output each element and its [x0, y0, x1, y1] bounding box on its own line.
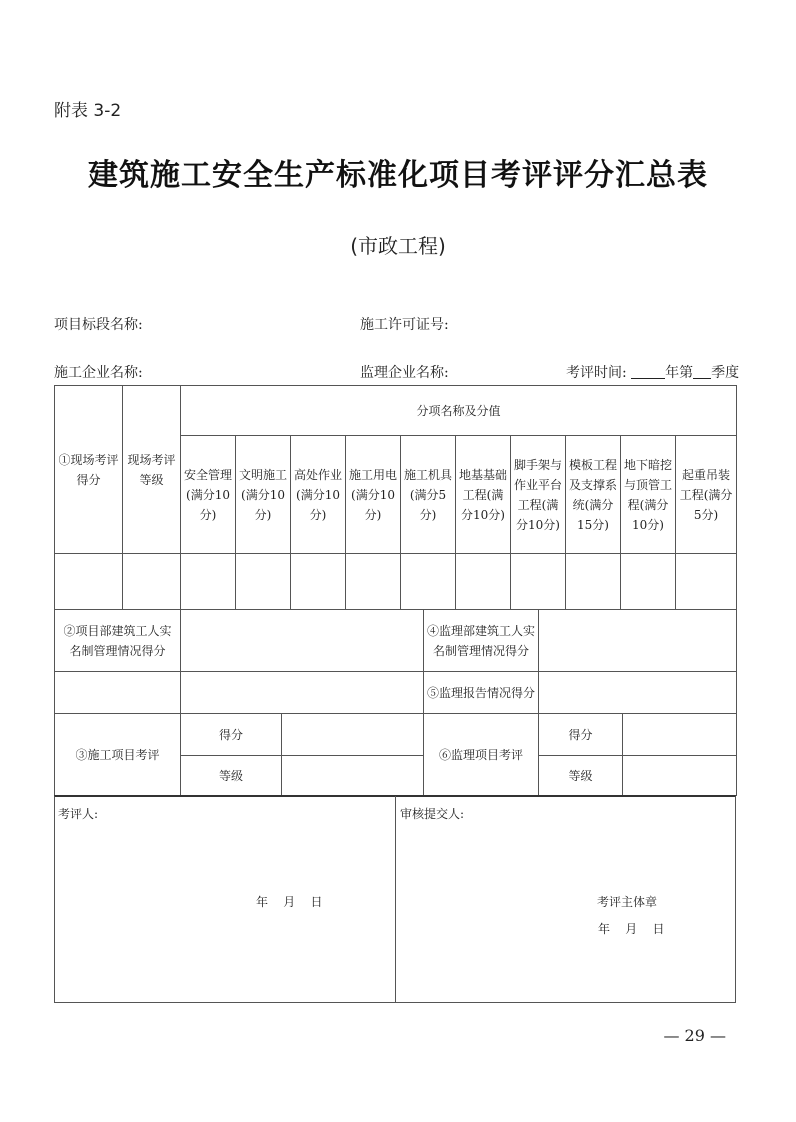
- supervisor-grade-label: 等级: [539, 756, 623, 796]
- eval-time: [566, 362, 739, 382]
- item-header-scaffold: 脚手架与作业平台工程(满分10分): [511, 436, 566, 554]
- score-cell[interactable]: [456, 554, 511, 610]
- supervisor-eval-label: ⑥监理项目考评: [424, 714, 539, 796]
- appendix-label: 附表 3-2: [54, 101, 122, 121]
- blank-cell[interactable]: [181, 672, 424, 714]
- score-cell[interactable]: [346, 554, 401, 610]
- score-cell[interactable]: [511, 554, 566, 610]
- permit-no-label: 施工许可证号:: [360, 317, 449, 333]
- onsite-score-cell[interactable]: [55, 554, 123, 610]
- contractor-eval-label: ③施工项目考评: [55, 714, 181, 796]
- supervision-company-label: 监理企业名称:: [360, 365, 449, 381]
- supervisor-score-value[interactable]: [623, 714, 737, 756]
- evaluator-date: 年 月 日: [256, 895, 323, 909]
- evaluator-label: 考评人:: [58, 807, 99, 821]
- supervisor-realname-score[interactable]: [539, 610, 737, 672]
- score-cell[interactable]: [621, 554, 676, 610]
- score-cell[interactable]: [401, 554, 456, 610]
- construction-company-label: 施工企业名称:: [54, 365, 143, 381]
- onsite-grade-cell[interactable]: [123, 554, 181, 610]
- quarter-suffix: 季度: [711, 365, 740, 381]
- supervision-report-label: ⑤监理报告情况得分: [424, 672, 539, 714]
- contractor-grade-label: 等级: [181, 756, 282, 796]
- group-header: 分项名称及分值: [181, 386, 737, 436]
- year-blank: [631, 364, 665, 379]
- item-header-machinery: 施工机具(满分5分): [401, 436, 456, 554]
- supervisor-realname-label: ④监理部建筑工人实名制管理情况得分: [424, 610, 539, 672]
- score-cell[interactable]: [566, 554, 621, 610]
- col-onsite-grade-header: 现场考评等级: [123, 386, 181, 554]
- item-header-formwork: 模板工程及支撑系统(满分15分): [566, 436, 621, 554]
- score-cell[interactable]: [236, 554, 291, 610]
- submitter-label: 审核提交人:: [400, 807, 465, 821]
- page-title: 建筑施工安全生产标准化项目考评评分汇总表: [88, 158, 708, 193]
- project-name-label: 项目标段名称:: [54, 317, 143, 333]
- management-score-table: [54, 609, 737, 796]
- item-header-civilized-construction: 文明施工(满分10分): [236, 436, 291, 554]
- page-number: — 29 —: [663, 1026, 726, 1045]
- item-header-foundation: 地基基础工程(满分10分): [456, 436, 511, 554]
- item-header-work-at-height: 高处作业(满分10分): [291, 436, 346, 554]
- year-suffix: 年第: [665, 365, 694, 381]
- item-header-safety-management: 安全管理(满分10分): [181, 436, 236, 554]
- seal-label: 考评主体章: [597, 895, 658, 909]
- score-cell[interactable]: [676, 554, 737, 610]
- item-header-hoisting: 起重吊装工程(满分5分): [676, 436, 737, 554]
- score-cell[interactable]: [291, 554, 346, 610]
- signature-divider: [395, 796, 396, 1002]
- contractor-score-value[interactable]: [282, 714, 424, 756]
- blank-cell[interactable]: [55, 672, 181, 714]
- contractor-realname-score[interactable]: [181, 610, 424, 672]
- submitter-date: 年 月 日: [598, 922, 665, 936]
- supervision-report-score[interactable]: [539, 672, 737, 714]
- item-header-electricity: 施工用电(满分10分): [346, 436, 401, 554]
- supervisor-grade-value[interactable]: [623, 756, 737, 796]
- contractor-score-label: 得分: [181, 714, 282, 756]
- contractor-grade-value[interactable]: [282, 756, 424, 796]
- score-cell[interactable]: [181, 554, 236, 610]
- quarter-blank: [693, 364, 711, 379]
- item-header-tunnel: 地下暗挖与顶管工程(满分10分): [621, 436, 676, 554]
- supervisor-score-label: 得分: [539, 714, 623, 756]
- score-summary-table: [54, 385, 737, 610]
- col-onsite-score-header: ①现场考评得分: [55, 386, 123, 554]
- page-subtitle: (市政工程): [350, 234, 446, 258]
- eval-time-label: 考评时间:: [566, 365, 627, 381]
- contractor-realname-label: ②项目部建筑工人实名制管理情况得分: [55, 610, 181, 672]
